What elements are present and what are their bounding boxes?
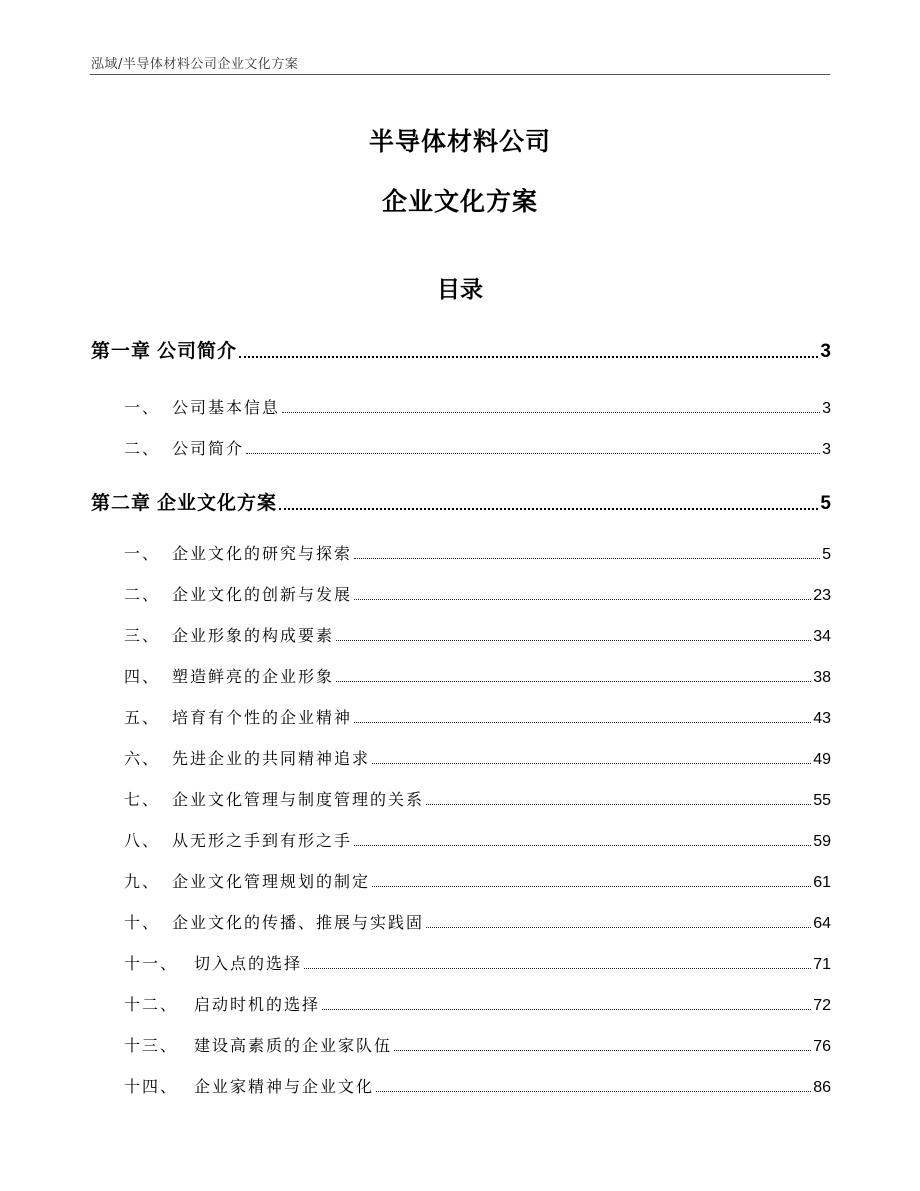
running-header: 泓域/半导体材料公司企业文化方案 bbox=[91, 57, 299, 72]
toc-entry-number: 六、 bbox=[124, 749, 161, 768]
toc-dot-leader bbox=[354, 845, 811, 846]
toc-entry-number: 第一章 bbox=[91, 340, 152, 362]
toc-page-number: 5 bbox=[820, 493, 831, 514]
toc-entry-label: 建设高素质的企业家队伍 bbox=[194, 1036, 393, 1055]
toc-dot-leader bbox=[376, 1091, 811, 1092]
toc-entry-label: 企业文化的传播、推展与实践固 bbox=[172, 913, 425, 932]
toc-entry-number: 十二、 bbox=[124, 995, 179, 1014]
toc-section-entry[interactable] bbox=[124, 870, 831, 892]
toc-entry-number: 四、 bbox=[124, 667, 161, 686]
toc-page-number: 43 bbox=[813, 710, 831, 727]
toc-entry-number: 十、 bbox=[124, 913, 161, 932]
toc-dot-leader bbox=[322, 1009, 811, 1010]
toc-section-entry[interactable] bbox=[124, 788, 831, 810]
toc-entry-label: 培育有个性的企业精神 bbox=[172, 708, 353, 727]
toc-section-entry[interactable] bbox=[124, 583, 831, 605]
toc-entry-label: 从无形之手到有形之手 bbox=[172, 831, 353, 850]
toc-entry-label: 企业文化管理与制度管理的关系 bbox=[172, 790, 425, 809]
toc-entry-label: 公司简介 bbox=[157, 340, 238, 362]
toc-entry-number: 二、 bbox=[124, 585, 161, 604]
toc-chapter-entry[interactable] bbox=[91, 489, 831, 515]
toc-entry-number: 一、 bbox=[124, 544, 161, 563]
toc-chapter-entry[interactable] bbox=[91, 337, 831, 363]
toc-dot-leader bbox=[426, 927, 811, 928]
toc-dot-leader bbox=[304, 968, 811, 969]
toc-entry-label: 企业文化的研究与探索 bbox=[172, 544, 353, 563]
toc-dot-leader bbox=[394, 1050, 811, 1051]
toc-entry-label: 企业家精神与企业文化 bbox=[194, 1077, 375, 1096]
toc-dot-leader bbox=[336, 681, 811, 682]
toc-page-number: 5 bbox=[822, 546, 831, 563]
toc-section-entry[interactable] bbox=[124, 911, 831, 933]
toc-page-number: 49 bbox=[813, 751, 831, 768]
toc-page-number: 55 bbox=[813, 792, 831, 809]
toc-page-number: 64 bbox=[813, 915, 831, 932]
toc-heading: 目录 bbox=[437, 277, 483, 303]
toc-dot-leader bbox=[279, 508, 818, 510]
toc-page-number: 3 bbox=[820, 341, 831, 362]
toc-section-entry[interactable] bbox=[124, 1034, 831, 1056]
toc-section-entry[interactable] bbox=[124, 706, 831, 728]
toc-entry-number: 十四、 bbox=[124, 1077, 179, 1096]
toc-page-number: 23 bbox=[813, 587, 831, 604]
toc-section-entry[interactable] bbox=[124, 829, 831, 851]
toc-section-entry[interactable] bbox=[124, 437, 831, 459]
toc-page-number: 61 bbox=[813, 874, 831, 891]
toc-section-entry[interactable] bbox=[124, 542, 831, 564]
toc-page-number: 3 bbox=[822, 400, 831, 417]
toc-page-number: 38 bbox=[813, 669, 831, 686]
toc-entry-label: 企业文化的创新与发展 bbox=[172, 585, 353, 604]
toc-entry-number: 第二章 bbox=[91, 492, 152, 514]
toc-entry-label: 先进企业的共同精神追求 bbox=[172, 749, 371, 768]
toc-page-number: 72 bbox=[813, 997, 831, 1014]
toc-section-entry[interactable] bbox=[124, 624, 831, 646]
toc-entry-number: 十一、 bbox=[124, 954, 179, 973]
toc-entry-label: 启动时机的选择 bbox=[194, 995, 321, 1014]
toc-dot-leader bbox=[239, 356, 818, 358]
toc-dot-leader bbox=[426, 804, 811, 805]
toc-page-number: 76 bbox=[813, 1038, 831, 1055]
toc-entry-number: 五、 bbox=[124, 708, 161, 727]
toc-dot-leader bbox=[354, 558, 820, 559]
toc-entry-number: 三、 bbox=[124, 626, 161, 645]
toc-section-entry[interactable] bbox=[124, 665, 831, 687]
document-title: 半导体材料公司 bbox=[368, 127, 551, 156]
toc-dot-leader bbox=[372, 886, 811, 887]
toc-entry-label: 切入点的选择 bbox=[194, 954, 303, 973]
toc-entry-label: 企业文化管理规划的制定 bbox=[172, 872, 371, 891]
toc-entry-number: 八、 bbox=[124, 831, 161, 850]
toc-page-number: 71 bbox=[813, 956, 831, 973]
toc-page-number: 86 bbox=[813, 1079, 831, 1096]
toc-dot-leader bbox=[354, 722, 811, 723]
toc-entry-label: 企业文化方案 bbox=[157, 492, 278, 514]
toc-entry-number: 二、 bbox=[124, 439, 161, 458]
toc-entry-label: 公司简介 bbox=[172, 439, 245, 458]
toc-entry-number: 九、 bbox=[124, 872, 161, 891]
toc-entry-number: 七、 bbox=[124, 790, 161, 809]
toc-page-number: 3 bbox=[822, 441, 831, 458]
toc-section-entry[interactable] bbox=[124, 396, 831, 418]
toc-section-entry[interactable] bbox=[124, 952, 831, 974]
toc-dot-leader bbox=[336, 640, 811, 641]
toc-entry-label: 塑造鲜亮的企业形象 bbox=[172, 667, 335, 686]
toc-page-number: 34 bbox=[813, 628, 831, 645]
toc-entry-label: 公司基本信息 bbox=[172, 398, 281, 417]
toc-page-number: 59 bbox=[813, 833, 831, 850]
toc-entry-number: 十三、 bbox=[124, 1036, 179, 1055]
toc-dot-leader bbox=[354, 599, 811, 600]
toc-entry-number: 一、 bbox=[124, 398, 161, 417]
toc-section-entry[interactable] bbox=[124, 747, 831, 769]
toc-dot-leader bbox=[372, 763, 811, 764]
toc-dot-leader bbox=[246, 453, 820, 454]
toc-entry-label: 企业形象的构成要素 bbox=[172, 626, 335, 645]
document-subtitle: 企业文化方案 bbox=[381, 187, 538, 216]
toc-section-entry[interactable] bbox=[124, 1075, 831, 1097]
toc-section-entry[interactable] bbox=[124, 993, 831, 1015]
toc-dot-leader bbox=[282, 412, 820, 413]
